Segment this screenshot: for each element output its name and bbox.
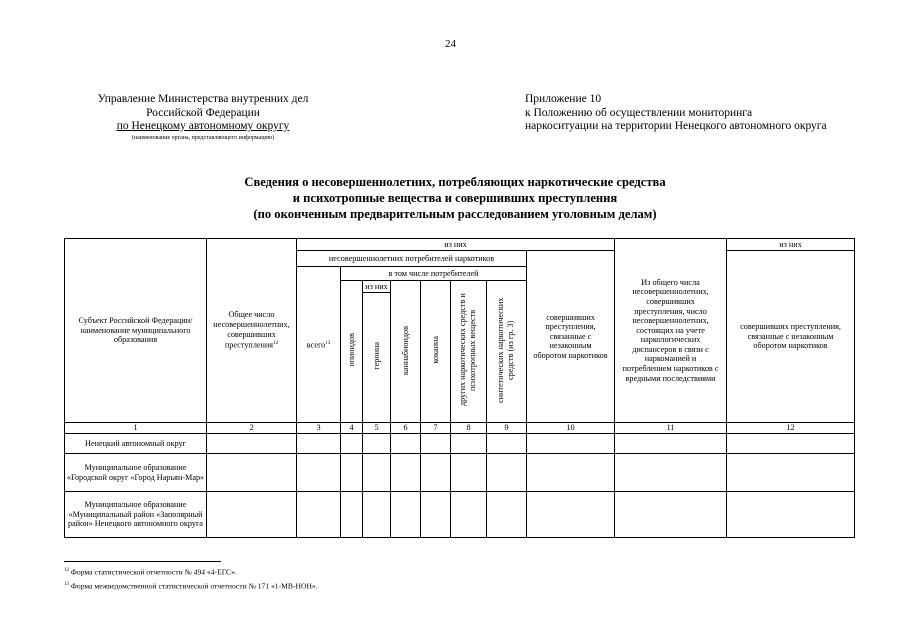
col-number: 2 <box>207 423 297 434</box>
appendix-reference <box>525 93 827 134</box>
table-cell <box>297 454 341 492</box>
header-users: несовершеннолетних потребителей наркотиков <box>297 251 527 267</box>
table-cell <box>615 434 727 454</box>
table-cell <box>527 454 615 492</box>
table-cell <box>527 434 615 454</box>
row-label: Муниципальное образование «Городской округ «Город Нарьян-Мар» <box>65 454 207 492</box>
table-row <box>65 492 855 538</box>
page-number: 24 <box>445 38 456 50</box>
header-including: в том числе потребителей <box>341 267 527 281</box>
title-line-2: и психотропные вещества и совершивших преступления <box>292 191 618 205</box>
authority-line-3: по Ненецкому автономному округу <box>116 120 290 132</box>
col-number: 6 <box>391 423 421 434</box>
header-trafficking: совершивших преступления, связанные с незаконным оборотом наркотиков <box>527 251 615 423</box>
row-label: Муниципальное образование «Муниципальный район «Заполярный район» Ненецкого автономного округа <box>65 492 207 538</box>
table-cell <box>341 492 363 538</box>
header-other-drugs: других наркотических средств и психотропных веществ <box>451 281 487 423</box>
col-number: 5 <box>363 423 391 434</box>
header-cocaine: кокаина <box>421 281 451 423</box>
table-cell <box>615 492 727 538</box>
footnote-13: $^{13}$ Форма межведомственной статистической отчетности № 171 «1-МВ-НОН». <box>64 581 318 591</box>
appendix-line-1: Приложение 10 <box>525 93 602 105</box>
header-subject: Субъект Российской Федерации/ наименование муниципального образования <box>65 239 207 423</box>
table-cell <box>487 492 527 538</box>
issuing-authority <box>72 93 334 142</box>
table-cell <box>451 492 487 538</box>
table-cell <box>297 434 341 454</box>
col-number: 7 <box>421 423 451 434</box>
row-label: Ненецкий автономный округ <box>65 434 207 454</box>
table-cell <box>391 454 421 492</box>
col-number: 1 <box>65 423 207 434</box>
title-line-1: Сведения о несовершеннолетних, потребляющих наркотические средства <box>244 175 666 189</box>
table-cell <box>727 492 855 538</box>
table-cell <box>363 454 391 492</box>
table-row <box>65 434 855 454</box>
header-of-them-small: из них <box>363 281 391 293</box>
table-cell <box>451 434 487 454</box>
table-cell <box>207 492 297 538</box>
header-total-offenders: Общее число несовершеннолетних, совершивших преступления$^{12}$ <box>207 239 297 423</box>
header-total: всего$^{13}$ <box>297 267 341 423</box>
footnote-12: $^{12}$ Форма статистической отчетности № 494 «4-ЕГС». <box>64 567 237 577</box>
authority-line-2: Российской Федерации <box>146 106 260 119</box>
table-cell <box>487 434 527 454</box>
header-of-them-a: из них <box>297 239 615 251</box>
header-registered: Из общего числа несовершеннолетних, совершивших преступления, число несовершеннолетних, состоящих на учете наркологических диспансеров в связи с наркоманией и потреблением наркотиков с вредными последствиями <box>615 239 727 423</box>
appendix-line-3: наркоситуации на территории Ненецкого автономного округа <box>525 120 827 132</box>
col-number: 12 <box>727 423 855 434</box>
table-cell <box>421 454 451 492</box>
table-row <box>65 454 855 492</box>
table-cell <box>391 492 421 538</box>
table-cell <box>207 454 297 492</box>
appendix-line-2: к Положению об осуществлении мониторинга <box>525 106 753 119</box>
header-opioids: опиоидов <box>341 281 363 423</box>
footnote-divider <box>64 561 221 562</box>
table-cell <box>391 434 421 454</box>
document-title <box>100 174 810 222</box>
header-heroin: героина <box>363 293 391 423</box>
authority-caption: (наименование органа, представляющего информацию) <box>131 134 275 141</box>
table-cell <box>487 454 527 492</box>
col-number: 11 <box>615 423 727 434</box>
table-cell <box>363 492 391 538</box>
col-number: 4 <box>341 423 363 434</box>
report-table <box>64 238 855 538</box>
header-synthetic: синтетических наркотических средств (из гр. 3) <box>487 281 527 423</box>
table-cell <box>341 434 363 454</box>
column-numbers-row <box>65 423 855 434</box>
col-number: 10 <box>527 423 615 434</box>
col-number: 3 <box>297 423 341 434</box>
authority-line-1: Управление Министерства внутренних дел <box>97 93 309 105</box>
header-trafficking-b: совершивших преступления, связанные с незаконным оборотом наркотиков <box>727 251 855 423</box>
table-cell <box>341 454 363 492</box>
title-line-3: (по оконченным предварительным расследованием уголовным делам) <box>253 207 657 221</box>
table-cell <box>727 434 855 454</box>
table-cell <box>363 434 391 454</box>
table-cell <box>615 454 727 492</box>
header-cannabinoids: каннабиоидов <box>391 281 421 423</box>
table-cell <box>727 454 855 492</box>
col-number: 9 <box>487 423 527 434</box>
header-of-them-b: из них <box>727 239 855 251</box>
table-cell <box>421 492 451 538</box>
col-number: 8 <box>451 423 487 434</box>
table-cell <box>297 492 341 538</box>
table-cell <box>207 434 297 454</box>
table-cell <box>527 492 615 538</box>
table-cell <box>421 434 451 454</box>
table-cell <box>451 454 487 492</box>
